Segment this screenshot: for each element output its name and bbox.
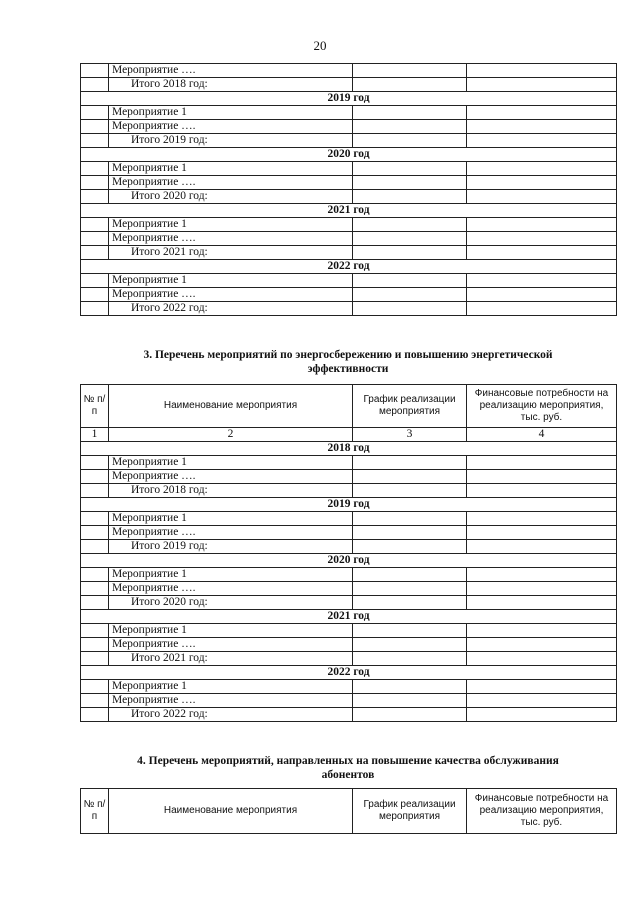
finance-cell	[467, 694, 617, 708]
schedule-cell	[353, 694, 467, 708]
finance-cell	[467, 512, 617, 526]
measure-name: Мероприятие 1	[109, 456, 353, 470]
year-label: 2019 год	[81, 92, 617, 106]
row-num-cell	[81, 64, 109, 78]
row-num-cell	[81, 470, 109, 484]
section-3-title-line1: 3. Перечень мероприятий по энергосбережению и повышению энергетической	[143, 349, 553, 361]
col-number: 1	[81, 428, 109, 442]
schedule-cell	[353, 680, 467, 694]
total-row	[81, 190, 617, 204]
total-label: Итого 2018 год:	[109, 78, 353, 92]
schedule-cell	[353, 120, 467, 134]
finance-cell	[467, 176, 617, 190]
finance-cell	[467, 232, 617, 246]
table-row	[81, 288, 617, 302]
schedule-cell	[353, 512, 467, 526]
col-number: 2	[109, 428, 353, 442]
finance-cell	[467, 652, 617, 666]
finance-cell	[467, 218, 617, 232]
year-row	[81, 204, 617, 218]
table-header-row	[81, 789, 617, 834]
total-row	[81, 708, 617, 722]
total-label: Итого 2020 год:	[109, 190, 353, 204]
schedule-cell	[353, 246, 467, 260]
schedule-cell	[353, 624, 467, 638]
year-row	[81, 554, 617, 568]
row-num-cell	[81, 176, 109, 190]
schedule-cell	[353, 582, 467, 596]
table-header-row	[81, 385, 617, 428]
table-row	[81, 694, 617, 708]
measure-name: Мероприятие 1	[109, 568, 353, 582]
finance-cell	[467, 120, 617, 134]
schedule-cell	[353, 176, 467, 190]
table-row	[81, 470, 617, 484]
header-name: Наименование мероприятия	[109, 789, 353, 834]
row-num-cell	[81, 190, 109, 204]
header-name: Наименование мероприятия	[109, 385, 353, 428]
row-num-cell	[81, 246, 109, 260]
finance-cell	[467, 680, 617, 694]
row-num-cell	[81, 78, 109, 92]
col-number: 3	[353, 428, 467, 442]
finance-cell	[467, 456, 617, 470]
finance-cell	[467, 64, 617, 78]
header-schedule: График реализации мероприятия	[353, 789, 467, 834]
table-row	[81, 162, 617, 176]
row-num-cell	[81, 288, 109, 302]
measure-name: Мероприятие ….	[109, 120, 353, 134]
finance-cell	[467, 470, 617, 484]
table-row	[81, 568, 617, 582]
row-num-cell	[81, 624, 109, 638]
table-row	[81, 64, 617, 78]
total-label: Итого 2019 год:	[109, 134, 353, 148]
schedule-cell	[353, 288, 467, 302]
row-num-cell	[81, 134, 109, 148]
table-row	[81, 624, 617, 638]
total-row	[81, 652, 617, 666]
finance-cell	[467, 638, 617, 652]
finance-cell	[467, 708, 617, 722]
year-row	[81, 442, 617, 456]
schedule-cell	[353, 134, 467, 148]
year-row	[81, 498, 617, 512]
row-num-cell	[81, 680, 109, 694]
measure-name: Мероприятие 1	[109, 218, 353, 232]
row-num-cell	[81, 596, 109, 610]
finance-cell	[467, 134, 617, 148]
finance-cell	[467, 274, 617, 288]
table-row	[81, 218, 617, 232]
row-num-cell	[81, 456, 109, 470]
row-num-cell	[81, 106, 109, 120]
finance-cell	[467, 526, 617, 540]
table-row	[81, 176, 617, 190]
schedule-cell	[353, 484, 467, 498]
finance-cell	[467, 190, 617, 204]
measure-name: Мероприятие ….	[109, 694, 353, 708]
finance-cell	[467, 302, 617, 316]
header-schedule: График реализации мероприятия	[353, 385, 467, 428]
schedule-cell	[353, 652, 467, 666]
table-row	[81, 106, 617, 120]
measure-name: Мероприятие 1	[109, 680, 353, 694]
section-4-title-line1: 4. Перечень мероприятий, направленных на повышение качества обслуживания	[137, 755, 559, 767]
row-num-cell	[81, 512, 109, 526]
row-num-cell	[81, 120, 109, 134]
total-row	[81, 540, 617, 554]
row-num-cell	[81, 232, 109, 246]
finance-cell	[467, 582, 617, 596]
total-label: Итого 2021 год:	[109, 652, 353, 666]
finance-cell	[467, 78, 617, 92]
section-4-title-line2: абонентов	[321, 769, 375, 781]
schedule-cell	[353, 456, 467, 470]
column-number-row	[81, 428, 617, 442]
total-row	[81, 134, 617, 148]
total-label: Итого 2021 год:	[109, 246, 353, 260]
schedule-cell	[353, 190, 467, 204]
schedule-cell	[353, 708, 467, 722]
table-row	[81, 526, 617, 540]
row-num-cell	[81, 274, 109, 288]
finance-cell	[467, 288, 617, 302]
header-num: № п/п	[81, 789, 109, 834]
row-num-cell	[81, 302, 109, 316]
total-label: Итого 2020 год:	[109, 596, 353, 610]
table-row	[81, 456, 617, 470]
schedule-cell	[353, 162, 467, 176]
year-row	[81, 260, 617, 274]
table-row	[81, 120, 617, 134]
total-row	[81, 246, 617, 260]
row-num-cell	[81, 708, 109, 722]
header-finance: Финансовые потребности на реализацию мероприятия, тыс. руб.	[467, 789, 617, 834]
service-quality-table	[80, 788, 617, 834]
total-label: Итого 2019 год:	[109, 540, 353, 554]
year-label: 2020 год	[81, 554, 617, 568]
finance-cell	[467, 540, 617, 554]
finance-cell	[467, 162, 617, 176]
row-num-cell	[81, 162, 109, 176]
total-label: Итого 2022 год:	[109, 302, 353, 316]
finance-cell	[467, 596, 617, 610]
energy-saving-table-body	[81, 442, 617, 722]
total-row	[81, 484, 617, 498]
table-continued-body	[81, 64, 617, 316]
schedule-cell	[353, 218, 467, 232]
year-row	[81, 610, 617, 624]
header-finance: Финансовые потребности на реализацию мероприятия, тыс. руб.	[467, 385, 617, 428]
measure-name: Мероприятие ….	[109, 470, 353, 484]
table-row	[81, 512, 617, 526]
measure-name: Мероприятие 1	[109, 624, 353, 638]
table-row	[81, 638, 617, 652]
row-num-cell	[81, 582, 109, 596]
schedule-cell	[353, 106, 467, 120]
energy-saving-table	[80, 384, 617, 722]
table-row	[81, 582, 617, 596]
row-num-cell	[81, 218, 109, 232]
total-row	[81, 302, 617, 316]
measure-name: Мероприятие ….	[109, 638, 353, 652]
year-label: 2020 год	[81, 148, 617, 162]
year-label: 2022 год	[81, 666, 617, 680]
measure-name: Мероприятие ….	[109, 176, 353, 190]
finance-cell	[467, 568, 617, 582]
section-4-title	[80, 754, 616, 782]
year-label: 2019 год	[81, 498, 617, 512]
finance-cell	[467, 106, 617, 120]
row-num-cell	[81, 540, 109, 554]
section-3-title	[80, 348, 616, 376]
year-row	[81, 92, 617, 106]
measure-name: Мероприятие ….	[109, 582, 353, 596]
total-label: Итого 2022 год:	[109, 708, 353, 722]
schedule-cell	[353, 540, 467, 554]
row-num-cell	[81, 638, 109, 652]
year-label: 2021 год	[81, 610, 617, 624]
measure-name: Мероприятие 1	[109, 162, 353, 176]
row-num-cell	[81, 526, 109, 540]
header-num: № п/п	[81, 385, 109, 428]
measure-name: Мероприятие ….	[109, 64, 353, 78]
measure-name: Мероприятие ….	[109, 232, 353, 246]
measure-name: Мероприятие 1	[109, 274, 353, 288]
total-row	[81, 596, 617, 610]
table-row	[81, 232, 617, 246]
schedule-cell	[353, 596, 467, 610]
schedule-cell	[353, 470, 467, 484]
row-num-cell	[81, 484, 109, 498]
year-label: 2018 год	[81, 442, 617, 456]
finance-cell	[467, 484, 617, 498]
section-3-title-line2: эффективности	[307, 363, 389, 375]
schedule-cell	[353, 302, 467, 316]
year-row	[81, 148, 617, 162]
schedule-cell	[353, 638, 467, 652]
schedule-cell	[353, 232, 467, 246]
measure-name: Мероприятие ….	[109, 288, 353, 302]
table-row	[81, 274, 617, 288]
schedule-cell	[353, 274, 467, 288]
row-num-cell	[81, 652, 109, 666]
page-number: 20	[313, 38, 327, 53]
measure-name: Мероприятие 1	[109, 512, 353, 526]
year-label: 2022 год	[81, 260, 617, 274]
measure-name: Мероприятие 1	[109, 106, 353, 120]
table-continued	[80, 63, 617, 316]
measure-name: Мероприятие ….	[109, 526, 353, 540]
schedule-cell	[353, 526, 467, 540]
finance-cell	[467, 624, 617, 638]
year-row	[81, 666, 617, 680]
schedule-cell	[353, 64, 467, 78]
schedule-cell	[353, 568, 467, 582]
total-label: Итого 2018 год:	[109, 484, 353, 498]
total-row	[81, 78, 617, 92]
schedule-cell	[353, 78, 467, 92]
year-label: 2021 год	[81, 204, 617, 218]
row-num-cell	[81, 568, 109, 582]
row-num-cell	[81, 694, 109, 708]
col-number: 4	[467, 428, 617, 442]
table-row	[81, 680, 617, 694]
finance-cell	[467, 246, 617, 260]
